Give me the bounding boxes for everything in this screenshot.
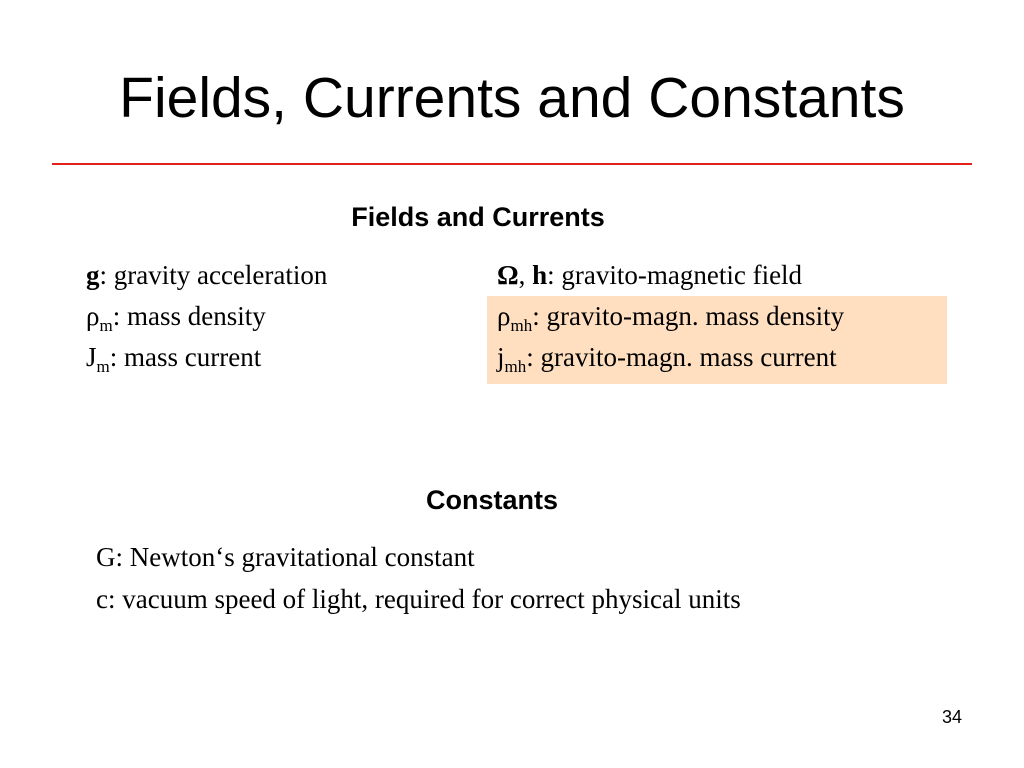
field-item-omega-h: [497, 255, 844, 296]
fields-heading: Fields and Currents: [351, 202, 605, 232]
field-subscript: m: [96, 357, 110, 376]
field-symbol: J: [86, 342, 97, 372]
field-symbol: Ω: [497, 260, 519, 290]
field-item-j-m: [86, 337, 327, 378]
field-description: : gravity acceleration: [99, 260, 328, 290]
field-description: : mass current: [109, 342, 262, 372]
field-symbol: ρ: [497, 301, 511, 331]
field-item-j-mh: [497, 337, 844, 378]
field-item-rho-m: [86, 296, 327, 337]
field-symbol: g: [86, 260, 100, 290]
constant-item-c: c: vacuum speed of light, required for correct physical units: [96, 584, 741, 614]
field-separator: ,: [518, 260, 533, 290]
page-number: 34: [941, 707, 962, 727]
title-divider: [52, 163, 972, 165]
fields-right-column: [497, 255, 844, 378]
field-symbol: j: [497, 342, 505, 372]
field-description: : gravito-magnetic field: [547, 260, 803, 290]
slide-title: Fields, Currents and Constants: [119, 66, 905, 130]
field-subscript: mh: [510, 316, 533, 335]
constants-heading: Constants: [425, 485, 558, 515]
field-symbol: ρ: [86, 301, 100, 331]
field-description: : gravito-magn. mass density: [532, 301, 845, 331]
field-description: : gravito-magn. mass current: [526, 342, 837, 372]
field-item-g: [86, 255, 327, 296]
constants-list: [96, 536, 741, 620]
field-description: : mass density: [112, 301, 266, 331]
field-subscript: mh: [504, 357, 527, 376]
field-subscript: m: [99, 316, 113, 335]
fields-left-column: [86, 255, 327, 378]
field-item-rho-mh: [497, 296, 844, 337]
field-symbol: h: [532, 260, 548, 290]
constant-item-g: G: Newton‘s gravitational constant: [96, 542, 475, 572]
